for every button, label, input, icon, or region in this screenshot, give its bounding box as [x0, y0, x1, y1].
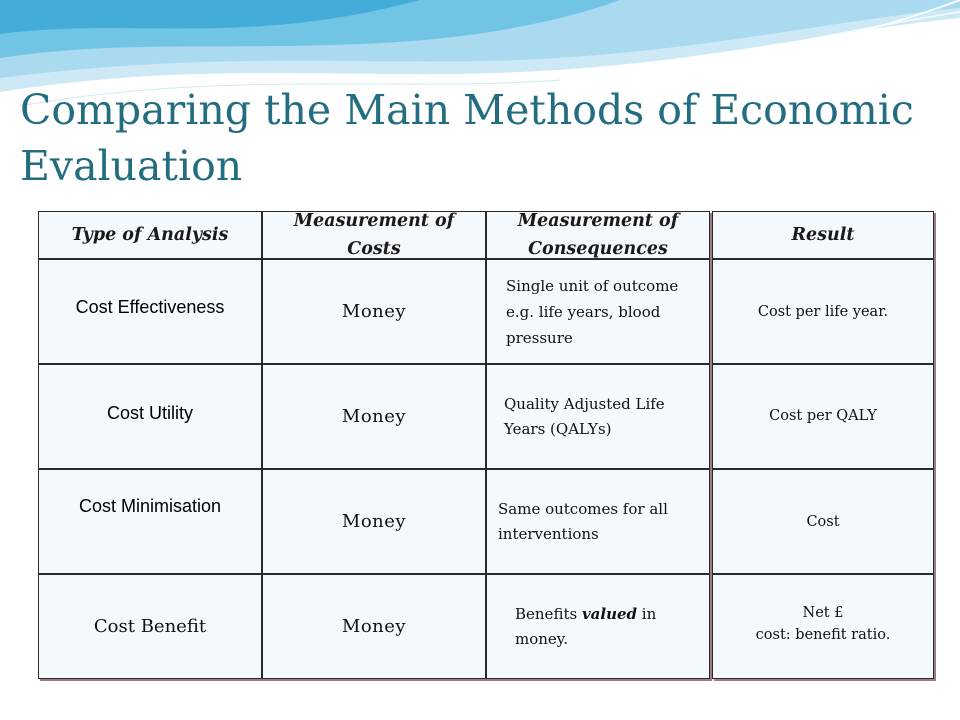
header-measurement-of-costs: [262, 211, 486, 259]
cell-text: Cost Minimisation: [78, 496, 222, 516]
cell-text: Same outcomes for all interventions: [498, 500, 668, 543]
cell-result-row-2: [712, 364, 934, 469]
cell-costs-row-2: [262, 364, 486, 469]
cell-type-cost-benefit: [38, 574, 262, 679]
header-label: Measurement of Consequences: [517, 211, 679, 259]
cell-costs-row-4: [262, 574, 486, 679]
header-type-of-analysis: [38, 211, 262, 259]
cell-text: [515, 602, 705, 652]
header-label: Type of Analysis: [71, 225, 229, 245]
cell-text: Cost Benefit: [93, 616, 207, 637]
cell-text: Money: [341, 406, 407, 427]
cell-text-emphasis: valued: [581, 605, 638, 623]
cell-result-row-4: [712, 574, 934, 679]
cell-consequences-row-1: [486, 259, 710, 364]
slide-title: Comparing the Main Methods of Economic Evaluation: [20, 86, 914, 190]
header-result: [712, 211, 934, 259]
cell-text-part: Benefits: [515, 605, 582, 623]
cell-text-part: in money.: [515, 605, 657, 648]
cell-text: Cost per QALY: [769, 407, 877, 424]
cell-consequences-row-2: [486, 364, 710, 469]
header-label: Measurement of Costs: [293, 211, 455, 259]
cell-text: Cost Effectiveness: [75, 297, 225, 317]
cell-result-row-3: [712, 469, 934, 574]
cell-text: Cost: [806, 513, 840, 530]
cell-text: Single unit of outcome e.g. life years, blood pressure: [506, 277, 679, 347]
cell-text: Money: [341, 301, 407, 322]
cell-costs-row-3: [262, 469, 486, 574]
cell-type-cost-utility: [38, 364, 262, 469]
cell-text: Cost per life year.: [757, 303, 889, 320]
cell-text: Money: [341, 616, 407, 637]
header-label: Result: [791, 225, 855, 245]
cell-costs-row-1: [262, 259, 486, 364]
cell-text: Cost Utility: [106, 403, 193, 423]
header-measurement-of-consequences: [486, 211, 710, 259]
cell-text: Money: [341, 511, 407, 532]
cell-result-row-1: [712, 259, 934, 364]
cell-type-cost-effectiveness: [38, 259, 262, 364]
cell-type-cost-minimisation: [38, 469, 262, 574]
cell-text: Quality Adjusted Life Years (QALYs): [504, 395, 665, 438]
cell-text-line-2: cost: benefit ratio.: [755, 627, 891, 643]
cell-text-line-1: Net £: [802, 605, 844, 621]
cell-consequences-row-3: [486, 469, 710, 574]
cell-consequences-row-4: [486, 574, 710, 679]
